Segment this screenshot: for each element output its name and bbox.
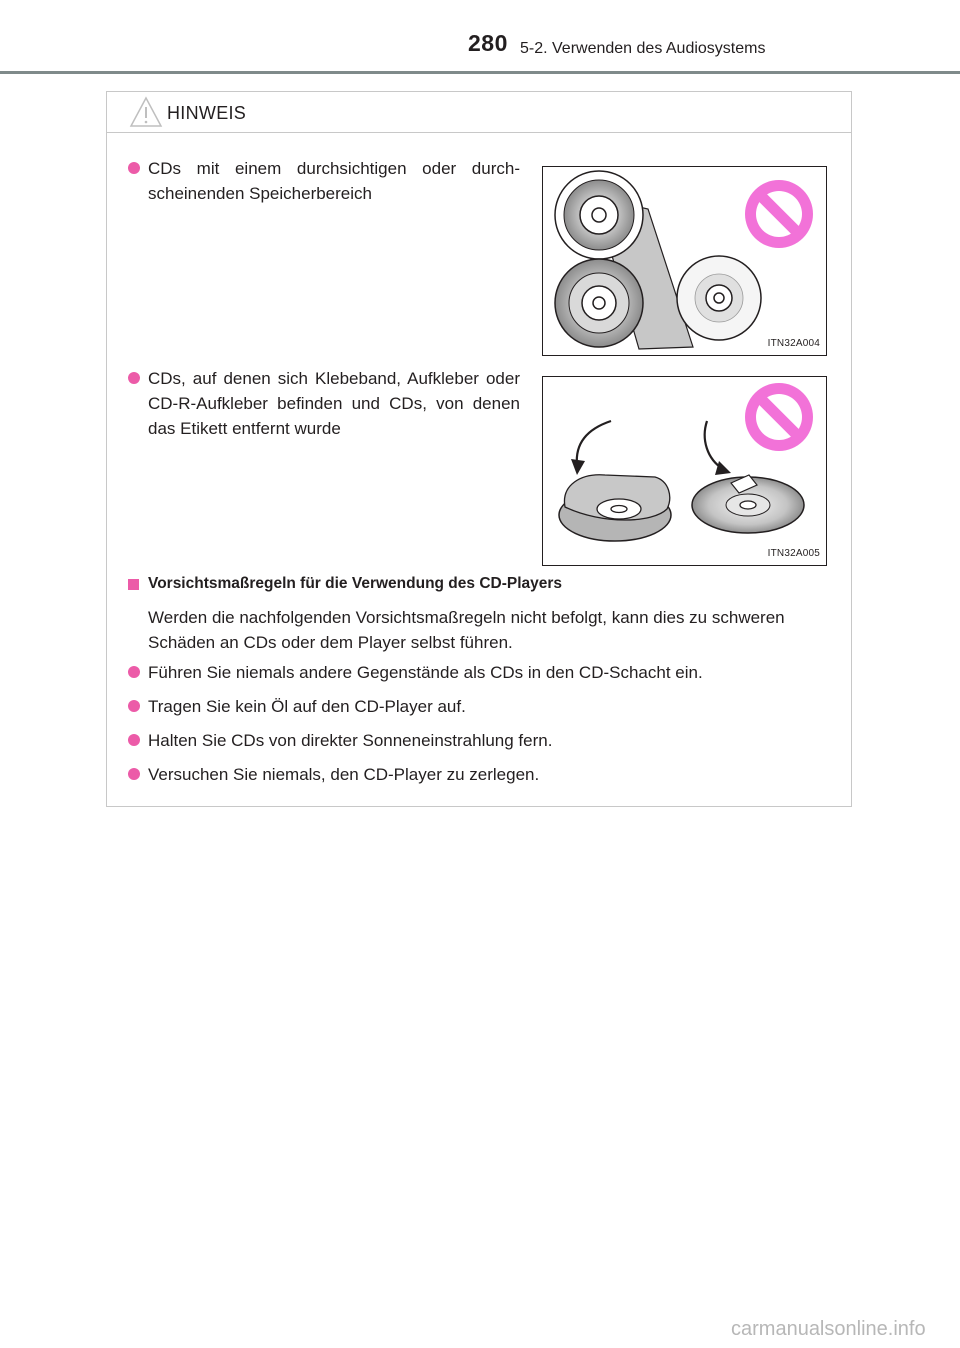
bullet-icon — [128, 666, 140, 678]
section-title: 5-2. Verwenden des Audiosystems — [520, 40, 766, 57]
bullet-text: Versuchen Sie niemals, den CD-Player zu zerlegen. — [148, 765, 540, 784]
illustration-code: ITN32A005 — [767, 548, 820, 559]
cd-image — [555, 259, 643, 347]
watermark: carmanualsonline.info — [731, 1318, 926, 1340]
prohibition-icon — [745, 383, 813, 451]
arrow-icon — [577, 421, 611, 465]
cd-image — [677, 256, 761, 340]
bullet-icon — [128, 700, 140, 712]
cd-image — [559, 475, 671, 541]
arrow-icon — [705, 421, 723, 469]
illustration-labeled-cds — [542, 376, 827, 566]
bullet-icon — [128, 162, 140, 174]
bullet-icon — [128, 372, 140, 384]
bullet-text: CDs mit einem durchsichtigen oder durch-scheinenden Speicherbereich — [148, 159, 520, 203]
square-bullet-icon — [128, 579, 139, 590]
bullet-text: Tragen Sie kein Öl auf den CD-Player auf. — [148, 697, 466, 716]
note-header — [107, 92, 851, 133]
illustration-transparent-cds — [542, 166, 827, 356]
bullet-text: CDs, auf denen sich Klebeband, Aufkleber oder CD-R-Aufkleber befinden und CDs, von denen das Etikett entfernt wurde — [148, 369, 520, 438]
note-title: HINWEIS — [167, 103, 247, 123]
cd-image — [555, 171, 643, 259]
warning-icon — [129, 96, 163, 128]
arrow-head-icon — [715, 461, 731, 475]
bullet-text: Halten Sie CDs von direkter Sonneneinstrahlung fern. — [148, 731, 553, 750]
illustration-code: ITN32A004 — [767, 338, 820, 349]
bullet-icon — [128, 734, 140, 746]
prohibition-icon — [745, 180, 813, 248]
sub-heading-text: Vorsichtsmaßregeln für die Verwendung des CD-Players — [148, 575, 563, 592]
bullet-icon — [128, 768, 140, 780]
page-number: 280 — [468, 30, 508, 56]
header-rule — [0, 71, 960, 74]
precaution-paragraph: Werden die nachfolgenden Vorsichtsmaßregeln nicht befolgt, kann dies zu schweren Schäden an CDs oder dem Player selbst führen. — [148, 608, 785, 652]
cd-image — [692, 475, 804, 533]
arrow-head-icon — [571, 459, 585, 475]
bullet-text: Führen Sie niemals andere Gegenstände als CDs in den CD-Schacht ein. — [148, 663, 703, 682]
